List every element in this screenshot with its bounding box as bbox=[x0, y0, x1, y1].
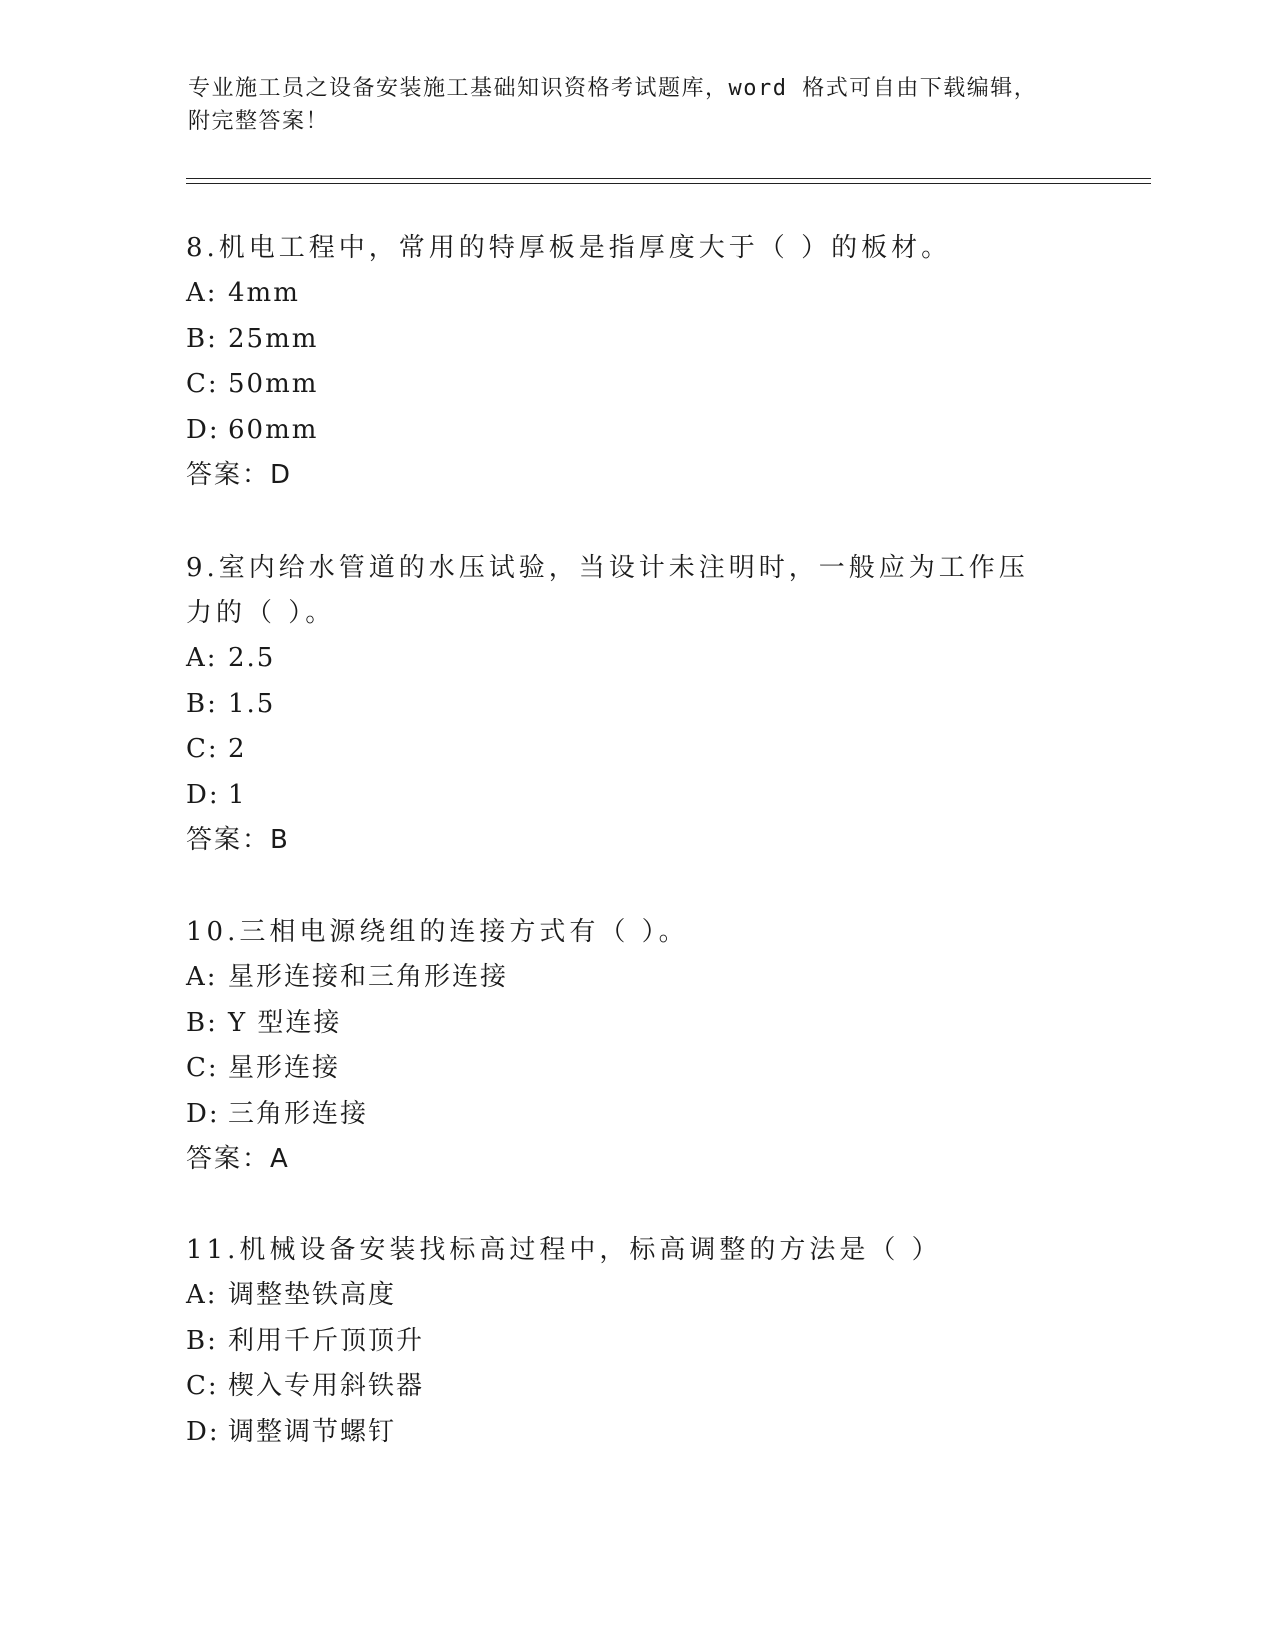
option-key: B: bbox=[186, 323, 218, 354]
option-key: C: bbox=[186, 1053, 219, 1083]
option-b bbox=[186, 682, 1106, 728]
option-key: A: bbox=[186, 962, 218, 992]
question-text: 11.机械设备安装找标高过程中，标高调整的方法是（ ） bbox=[186, 1235, 942, 1265]
option-b bbox=[186, 1001, 1106, 1047]
answer: 答案：A bbox=[186, 1144, 290, 1174]
header-line-2: 附完整答案！ bbox=[188, 109, 330, 134]
question-11 bbox=[186, 1228, 1106, 1455]
option-d bbox=[186, 408, 1106, 454]
option-text: 25mm bbox=[228, 323, 319, 354]
option-text: 利用千斤顶顶升 bbox=[228, 1325, 425, 1356]
header-line-1: 专业施工员之设备安装施工基础知识资格考试题库，word 格式可自由下载编辑， bbox=[188, 76, 1038, 101]
option-c bbox=[186, 727, 1106, 773]
option-d bbox=[186, 773, 1106, 819]
question-9 bbox=[186, 546, 1106, 862]
option-text: 2.5 bbox=[228, 643, 276, 673]
option-c bbox=[186, 1046, 1106, 1092]
question-text: 8.机电工程中，常用的特厚板是指厚度大于（ ）的板材。 bbox=[186, 233, 952, 263]
option-a bbox=[186, 271, 1106, 317]
option-text: 1.5 bbox=[228, 688, 276, 719]
answer: 答案：B bbox=[186, 825, 290, 855]
option-c bbox=[186, 1364, 1106, 1410]
option-text: 4mm bbox=[228, 278, 300, 308]
option-key: C: bbox=[186, 369, 219, 399]
option-b bbox=[186, 317, 1106, 363]
option-a bbox=[186, 955, 1106, 1001]
option-text: 三角形连接 bbox=[228, 1098, 369, 1129]
header-divider-bottom bbox=[186, 183, 1151, 184]
option-text: 调整调节螺钉 bbox=[228, 1416, 397, 1447]
option-text: 调整垫铁高度 bbox=[228, 1280, 397, 1310]
question-10 bbox=[186, 910, 1106, 1181]
option-text: 2 bbox=[228, 734, 247, 764]
option-text: Y 型连接 bbox=[228, 1007, 342, 1038]
option-b bbox=[186, 1319, 1106, 1365]
option-key: C: bbox=[186, 1371, 219, 1401]
option-key: B: bbox=[186, 1325, 218, 1356]
option-text: 60mm bbox=[228, 414, 319, 445]
option-key: D: bbox=[186, 779, 220, 810]
option-c bbox=[186, 362, 1106, 408]
option-key: C: bbox=[186, 734, 219, 764]
option-text: 星形连接 bbox=[228, 1053, 341, 1083]
option-key: A: bbox=[186, 1280, 218, 1310]
option-key: B: bbox=[186, 688, 218, 719]
answer: 答案：D bbox=[186, 460, 293, 490]
header-divider-top bbox=[186, 178, 1151, 179]
option-a bbox=[186, 636, 1106, 682]
option-text: 1 bbox=[228, 779, 247, 810]
option-key: A: bbox=[186, 278, 218, 308]
option-d bbox=[186, 1410, 1106, 1456]
option-text: 星形连接和三角形连接 bbox=[228, 962, 509, 992]
question-8 bbox=[186, 226, 1106, 497]
option-key: B: bbox=[186, 1007, 218, 1038]
option-key: D: bbox=[186, 1098, 220, 1129]
document-header bbox=[188, 72, 1088, 138]
option-a bbox=[186, 1273, 1106, 1319]
question-text: 10.三相电源绕组的连接方式有（ ）。 bbox=[186, 917, 689, 947]
option-key: D: bbox=[186, 414, 220, 445]
option-d bbox=[186, 1092, 1106, 1138]
option-text: 50mm bbox=[228, 369, 319, 399]
option-text: 楔入专用斜铁器 bbox=[228, 1371, 425, 1401]
option-key: A: bbox=[186, 643, 218, 673]
option-key: D: bbox=[186, 1416, 220, 1447]
question-text: 9.室内给水管道的水压试验，当设计未注明时，一般应为工作压力的（ ）。 bbox=[186, 553, 1029, 628]
